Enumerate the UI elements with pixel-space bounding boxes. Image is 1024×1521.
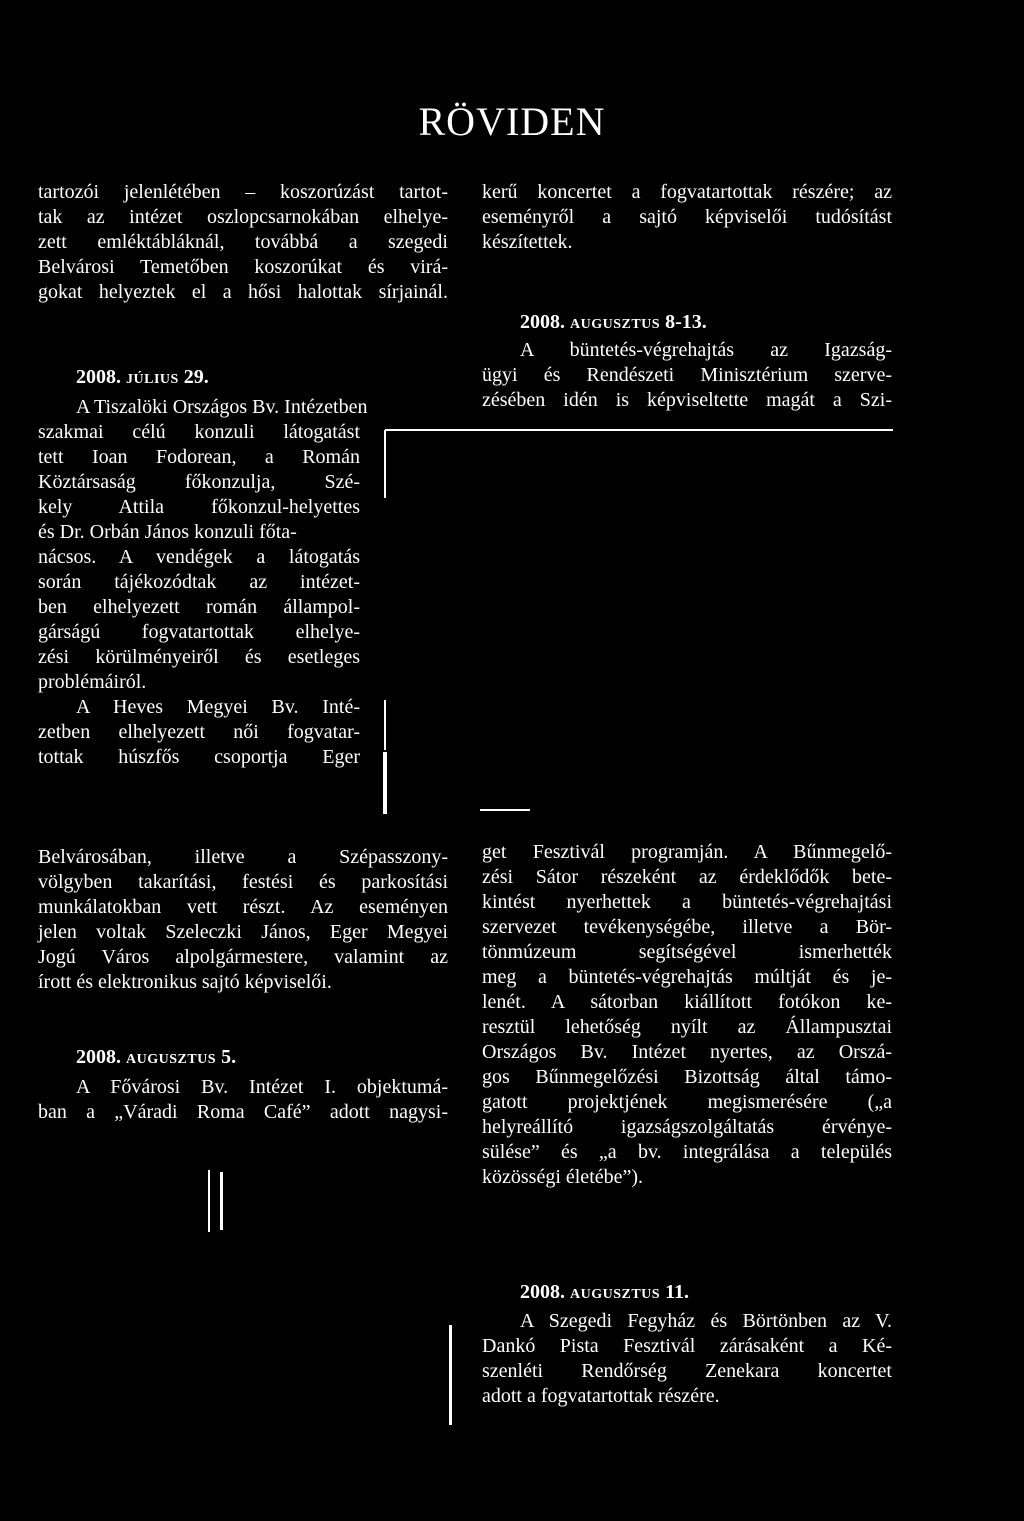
text-line: gokat helyeztek el a hősi halottak sírjainál. — [38, 281, 448, 303]
text-line: tönmúzeum segítségével ismerhették — [482, 941, 892, 963]
text-line: zett emléktábláknál, továbbá a szegedi — [38, 231, 448, 253]
text-line: szakmai célú konzuli látogatást — [38, 421, 360, 443]
photo-frame-bottom-tick — [480, 809, 530, 811]
left-paragraph-2c — [38, 845, 448, 995]
text-line: völgyben takarítási, festési és parkosítási — [38, 871, 448, 893]
date-year: 2008. — [76, 366, 121, 388]
text-line: problémáiról. — [38, 671, 147, 693]
text-line: Jogú Város alpolgármestere, valamint az — [38, 946, 448, 968]
right-date-heading-1 — [520, 310, 820, 335]
text-line: resztül lehetőség nyílt az Állampusztai — [482, 1016, 892, 1038]
text-line: A büntetés-végrehajtás az Igazság- — [520, 339, 892, 361]
text-line: gos Bűnmegelőzési Bizottság által támo- — [482, 1066, 892, 1088]
text-line: tartozói jelenlétében – koszorúzást tartot- — [38, 181, 448, 203]
text-line: közösségi életébe”). — [482, 1166, 644, 1188]
text-line: készítettek. — [482, 231, 573, 253]
text-line: tak az intézet oszlopcsarnokában elhelye- — [38, 206, 448, 228]
text-line: kerű koncertet a fogvatartottak részére; az — [482, 181, 892, 203]
text-line: zetben elhelyezett női fogvatar- — [38, 721, 360, 743]
decorative-bar-1 — [208, 1170, 210, 1232]
date-heading — [76, 1045, 376, 1070]
text-line: Országos Bv. Intézet nyertes, az Orszá- — [482, 1041, 892, 1063]
text-line: get Fesztivál programján. A Bűnmegelő- — [482, 841, 892, 863]
date-year: 2008. — [520, 1281, 565, 1303]
date-month: AUGUSZTUS — [570, 317, 661, 332]
text-line: tett Ioan Fodorean, a Román — [38, 446, 360, 468]
decorative-bar-3 — [449, 1325, 452, 1425]
date-heading — [76, 365, 376, 390]
left-paragraph-3 — [38, 1075, 448, 1125]
text-line: A Heves Megyei Bv. Inté- — [76, 696, 360, 718]
text-line: A Fővárosi Bv. Intézet I. objektumá- — [76, 1076, 448, 1098]
right-paragraph-2 — [482, 338, 892, 413]
text-line: zési körülményeiről és esetleges — [38, 646, 360, 668]
text-line: és Dr. Orbán János konzuli főta- — [38, 521, 297, 543]
left-paragraph-1 — [38, 180, 448, 305]
text-line: kely Attila főkonzul-helyettes — [38, 496, 360, 518]
photo-frame-left-rule-1 — [384, 430, 386, 498]
text-line: szenléti Rendőrség Zenekara koncertet — [482, 1360, 892, 1382]
text-line: Dankó Pista Fesztivál zárásaként a Ké- — [482, 1335, 892, 1357]
text-line: gárságú fogvatartottak elhelye- — [38, 621, 360, 643]
text-line: során tájékozódtak az intézet- — [38, 571, 360, 593]
date-heading — [520, 310, 820, 335]
text-line: ügyi és Rendészeti Minisztérium szerve- — [482, 364, 892, 386]
text-line: tottak húszfős csoportja Eger — [38, 746, 360, 768]
left-date-heading-2 — [76, 1045, 376, 1070]
text-line: helyreállító igazságszolgáltatás érvénye- — [482, 1116, 892, 1138]
text-line: munkálatokban vett részt. Az eseményen — [38, 896, 448, 918]
text-line: Belvárosi Temetőben koszorúkat és virá- — [38, 256, 448, 278]
text-line: ben elhelyezett román állampol- — [38, 596, 360, 618]
page-heading: RÖVIDEN — [418, 99, 606, 144]
date-year: 2008. — [520, 311, 565, 333]
text-line: Köztársaság főkonzulja, Szé- — [38, 471, 360, 493]
text-line — [38, 395, 448, 420]
text-line: gatott projektjének megismerésére („a — [482, 1091, 892, 1113]
date-heading — [520, 1280, 820, 1305]
text-line: ban a „Váradi Roma Café” adott nagysi- — [38, 1101, 448, 1123]
text-line: eseményről a sajtó képviselői tudósítást — [482, 206, 892, 228]
date-day: 11. — [665, 1281, 689, 1303]
text-line: írott és elektronikus sajtó képviselői. — [38, 971, 332, 993]
text-line: zésében idén is képviseltette magát a Szi- — [482, 389, 892, 411]
text-line: szervezet tevékenységébe, illetve a Bör- — [482, 916, 892, 938]
date-day: 8-13. — [665, 311, 707, 333]
photo-frame-left-rule-3 — [383, 752, 387, 814]
text-line: Belvárosában, illetve a Szépasszony- — [38, 846, 448, 868]
left-paragraph-2a — [38, 395, 448, 420]
text-line: kintést nyerhettek a büntetés-végrehajtási — [482, 891, 892, 913]
date-day: 29. — [183, 366, 209, 388]
date-month: AUGUSZTUS — [570, 1287, 661, 1302]
text-line: jelen voltak Szeleczki János, Eger Megyei — [38, 921, 448, 943]
date-month: JÚLIUS — [126, 372, 179, 387]
date-year: 2008. — [76, 1046, 121, 1068]
left-paragraph-2b — [38, 420, 360, 770]
text-line: lenét. A sátorban kiállított fotókon ke- — [482, 991, 892, 1013]
text-line: sülése” és „a bv. integrálása a település — [482, 1141, 892, 1163]
text-line: meg a büntetés-végrehajtás múltját és je- — [482, 966, 892, 988]
right-paragraph-1 — [482, 180, 892, 255]
text-line: A Szegedi Fegyház és Börtönben az V. — [520, 1310, 892, 1332]
right-paragraph-4 — [482, 1309, 892, 1409]
text-fragment: A Tiszalöki Országos Bv. Intézetben — [76, 396, 368, 418]
text-line: nácsos. A vendégek a látogatás — [38, 546, 360, 568]
right-paragraph-3 — [482, 840, 892, 1190]
right-date-heading-2 — [520, 1280, 820, 1305]
left-date-heading-1 — [76, 365, 376, 390]
date-month: AUGUSZTUS — [126, 1052, 217, 1067]
text-line: zési Sátor részeként az érdeklődők bete- — [482, 866, 892, 888]
decorative-bar-2 — [220, 1172, 223, 1230]
date-day: 5. — [221, 1046, 237, 1068]
photo-frame-top-rule — [385, 429, 893, 431]
text-line: adott a fogvatartottak részére. — [482, 1385, 720, 1407]
photo-frame-left-rule-2 — [384, 700, 386, 750]
